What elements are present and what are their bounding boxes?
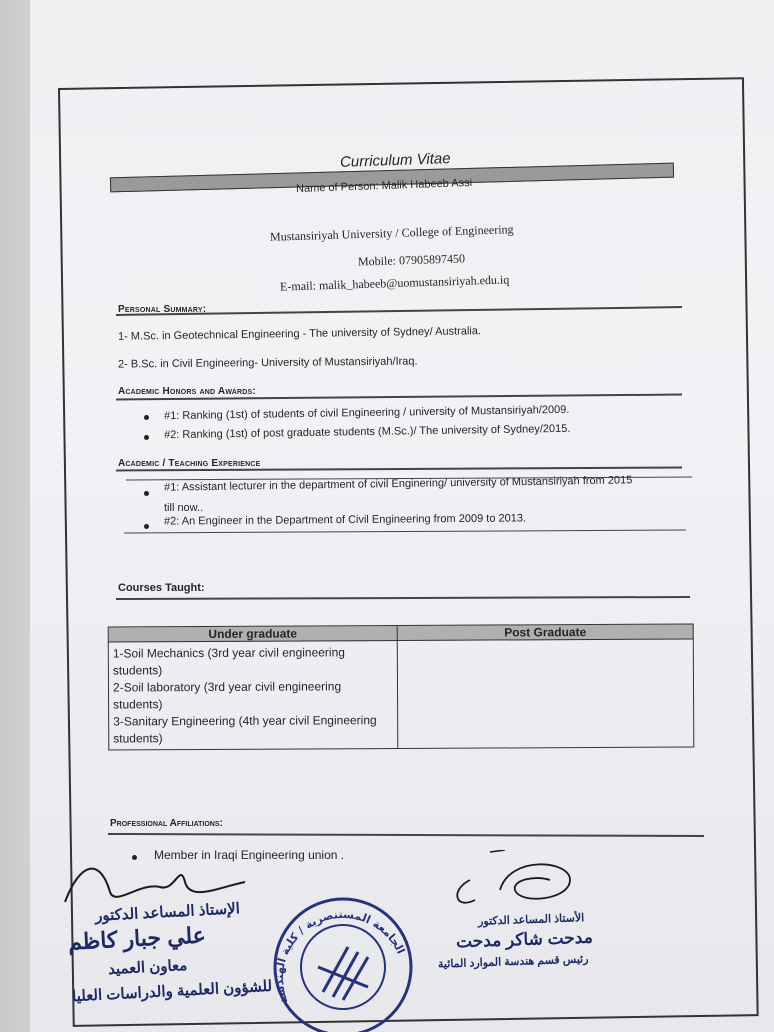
bullet-icon [144,491,149,496]
person-name: Name of Person: Malik Habeeb Assi [295,176,473,196]
bullet-icon [144,435,149,440]
email-line: E-mail: malik_habeeb@uomustansiriyah.edu.iq [279,272,510,294]
course-line: students) [112,663,163,678]
course-line: students) [113,697,163,712]
courses-table [108,623,695,750]
experience-item: #1: Assistant lecturer in the department of civil Enginering/ university of Mustansiriyah from 2015 [163,474,633,494]
summary-item: 2- B.Sc. in Civil Engineering- University of Mustansiriyah/Iraq. [117,355,418,371]
right-sig-role: رئيس قسم هندسة الموارد المائية [437,953,589,971]
institution-line: Mustansiriyah University / College of Engineering [269,222,514,244]
document-title: Curriculum Vitae [339,150,451,171]
left-sig-role: معاون العميد [107,956,188,979]
right-sig-title: الأستاذ المساعد الدكتور [477,912,585,928]
section-rule [116,596,690,600]
col-post-graduate: Post Graduate [397,624,693,641]
section-rule [124,530,686,534]
section-rule [108,833,704,837]
affiliation-item: Member in Iraqi Engineering union . [154,848,345,862]
col-under-graduate: Under graduate [108,626,397,643]
personal-summary-heading: Personal Summary: [118,304,207,315]
mobile-line: Mobile: 07905897450 [357,251,466,269]
honor-item: #2: Ranking (1st) of post graduate students (M.Sc.)/ The university of Sydney/2015. [163,422,571,442]
right-signature [440,850,590,910]
course-line: 1-Soil Mechanics (3rd year civil engineering [112,645,345,661]
left-sig-name: علي جبار كاظم [67,922,207,955]
bullet-icon [144,524,149,529]
experience-item: #2: An Engineer in the Department of Civil Engineering from 2009 to 2013. [163,512,527,528]
summary-item: 1- M.Sc. in Geotechnical Engineering - The university of Sydney/ Australia. [117,325,482,343]
courses-heading: Courses Taught: [118,582,205,594]
university-stamp-icon [268,892,418,1032]
left-sig-dept: للشؤون العلمية والدراسات العليا [71,977,273,1006]
post-graduate-cell [397,639,694,749]
experience-heading: Academic / Teaching Experience [118,458,261,469]
under-graduate-cell [108,641,398,751]
bullet-icon [144,415,149,420]
course-line: 3-Sanitary Engineering (4th year civil Engineering [113,713,377,729]
affiliations-heading: Professional Affiliations: [110,818,223,829]
honors-heading: Academic Honors and Awards: [118,386,256,397]
course-line: students) [113,731,163,746]
left-sig-title: الإستاذ المساعد الدكتور [94,900,241,925]
honor-item: #1: Ranking (1st) of students of civil Engineering / university of Mustansiriyah/2009. [163,403,570,423]
experience-item-cont: till now.. [164,502,204,514]
svg-text:الجامعة المستنصرية / كلية الهن: الجامعة المستنصرية / كلية الهندسة [272,907,408,1006]
course-line: 2-Soil laboratory (3rd year civil engineering [112,679,342,695]
right-sig-name: مدحت شاكر مدحت [455,927,594,952]
